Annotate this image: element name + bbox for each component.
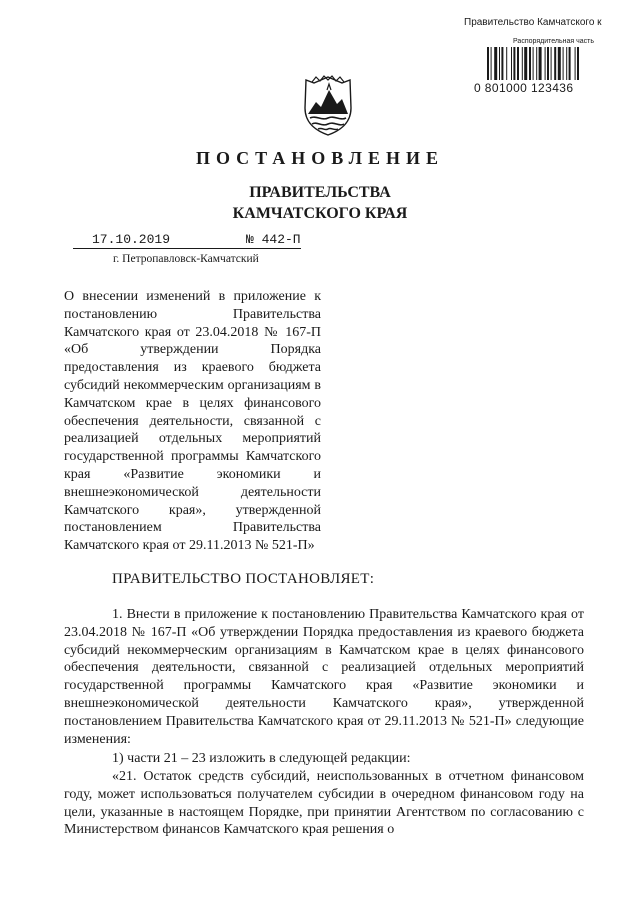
issuer [0,182,640,224]
stamp-sender: Правительство Камчатского к [464,17,602,28]
document-number: № 442-П [246,232,301,247]
kamchatka-coat-of-arms-icon [302,74,354,138]
document-date: 17.10.2019 [92,232,171,247]
body-paragraph: 1. Внести в приложение к постановлению Правительства Камчатского края от 23.04.2018 № 167-П «Об утверждении Порядка предоставления из краевого бюджета субсидий некоммерческим организациям в Камчатском крае в целях финансового обеспечения деятельности, связанной с реализацией отдельных мероприятий государственной программы Камчатского края «Развитие экономики и внешнеэкономической деятельности Камчатского края», утвержденной постановлением Правительства Камчатского края от 29.11.2013 № 521-П» следующие изменения: [64,607,584,747]
body-paragraph: 1) части 21 – 23 изложить в следующей редакции: [112,751,411,766]
document-place: г. Петропавловск-Камчатский [113,253,259,265]
issuer-line: КАМЧАТСКОГО КРАЯ [232,205,408,222]
date-underline [73,248,301,249]
barcode-number: 0 801000 123436 [474,81,574,95]
stamp-part-label: Распорядительная часть [513,38,595,45]
body-paragraph: «21. Остаток средств субсидий, неиспользованных в отчетном финансовом году, может использоваться получателем субсидии в очередном финансовом году на цели, указанные в настоящем Порядке, при принятии Агентством по согласованию с Министерством финансов Камчатского края решения о [64,769,584,838]
document-type: ПОСТАНОВЛЕНИЕ [195,148,445,168]
issuer-line: ПРАВИТЕЛЬСТВА [249,184,391,201]
document-subject: О внесении изменений в приложение к постановлению Правительства Камчатского края от 23.04.2018 № 167-П «Об утверждении Порядка предоставления из краевого бюджета субсидий некоммерческим организациям в Камчатском крае в целях финансового обеспечения деятельности, связанной с реализацией отдельных мероприятий государственной программы Камчатского края «Развитие экономики и внешнеэкономической деятельности Камчатского края», утвержденной постановлением Правительства Камчатского края от 29.11.2013 № 521-П» [64,289,321,554]
resolves-heading: ПРАВИТЕЛЬСТВО ПОСТАНОВЛЯЕТ: [112,571,375,587]
